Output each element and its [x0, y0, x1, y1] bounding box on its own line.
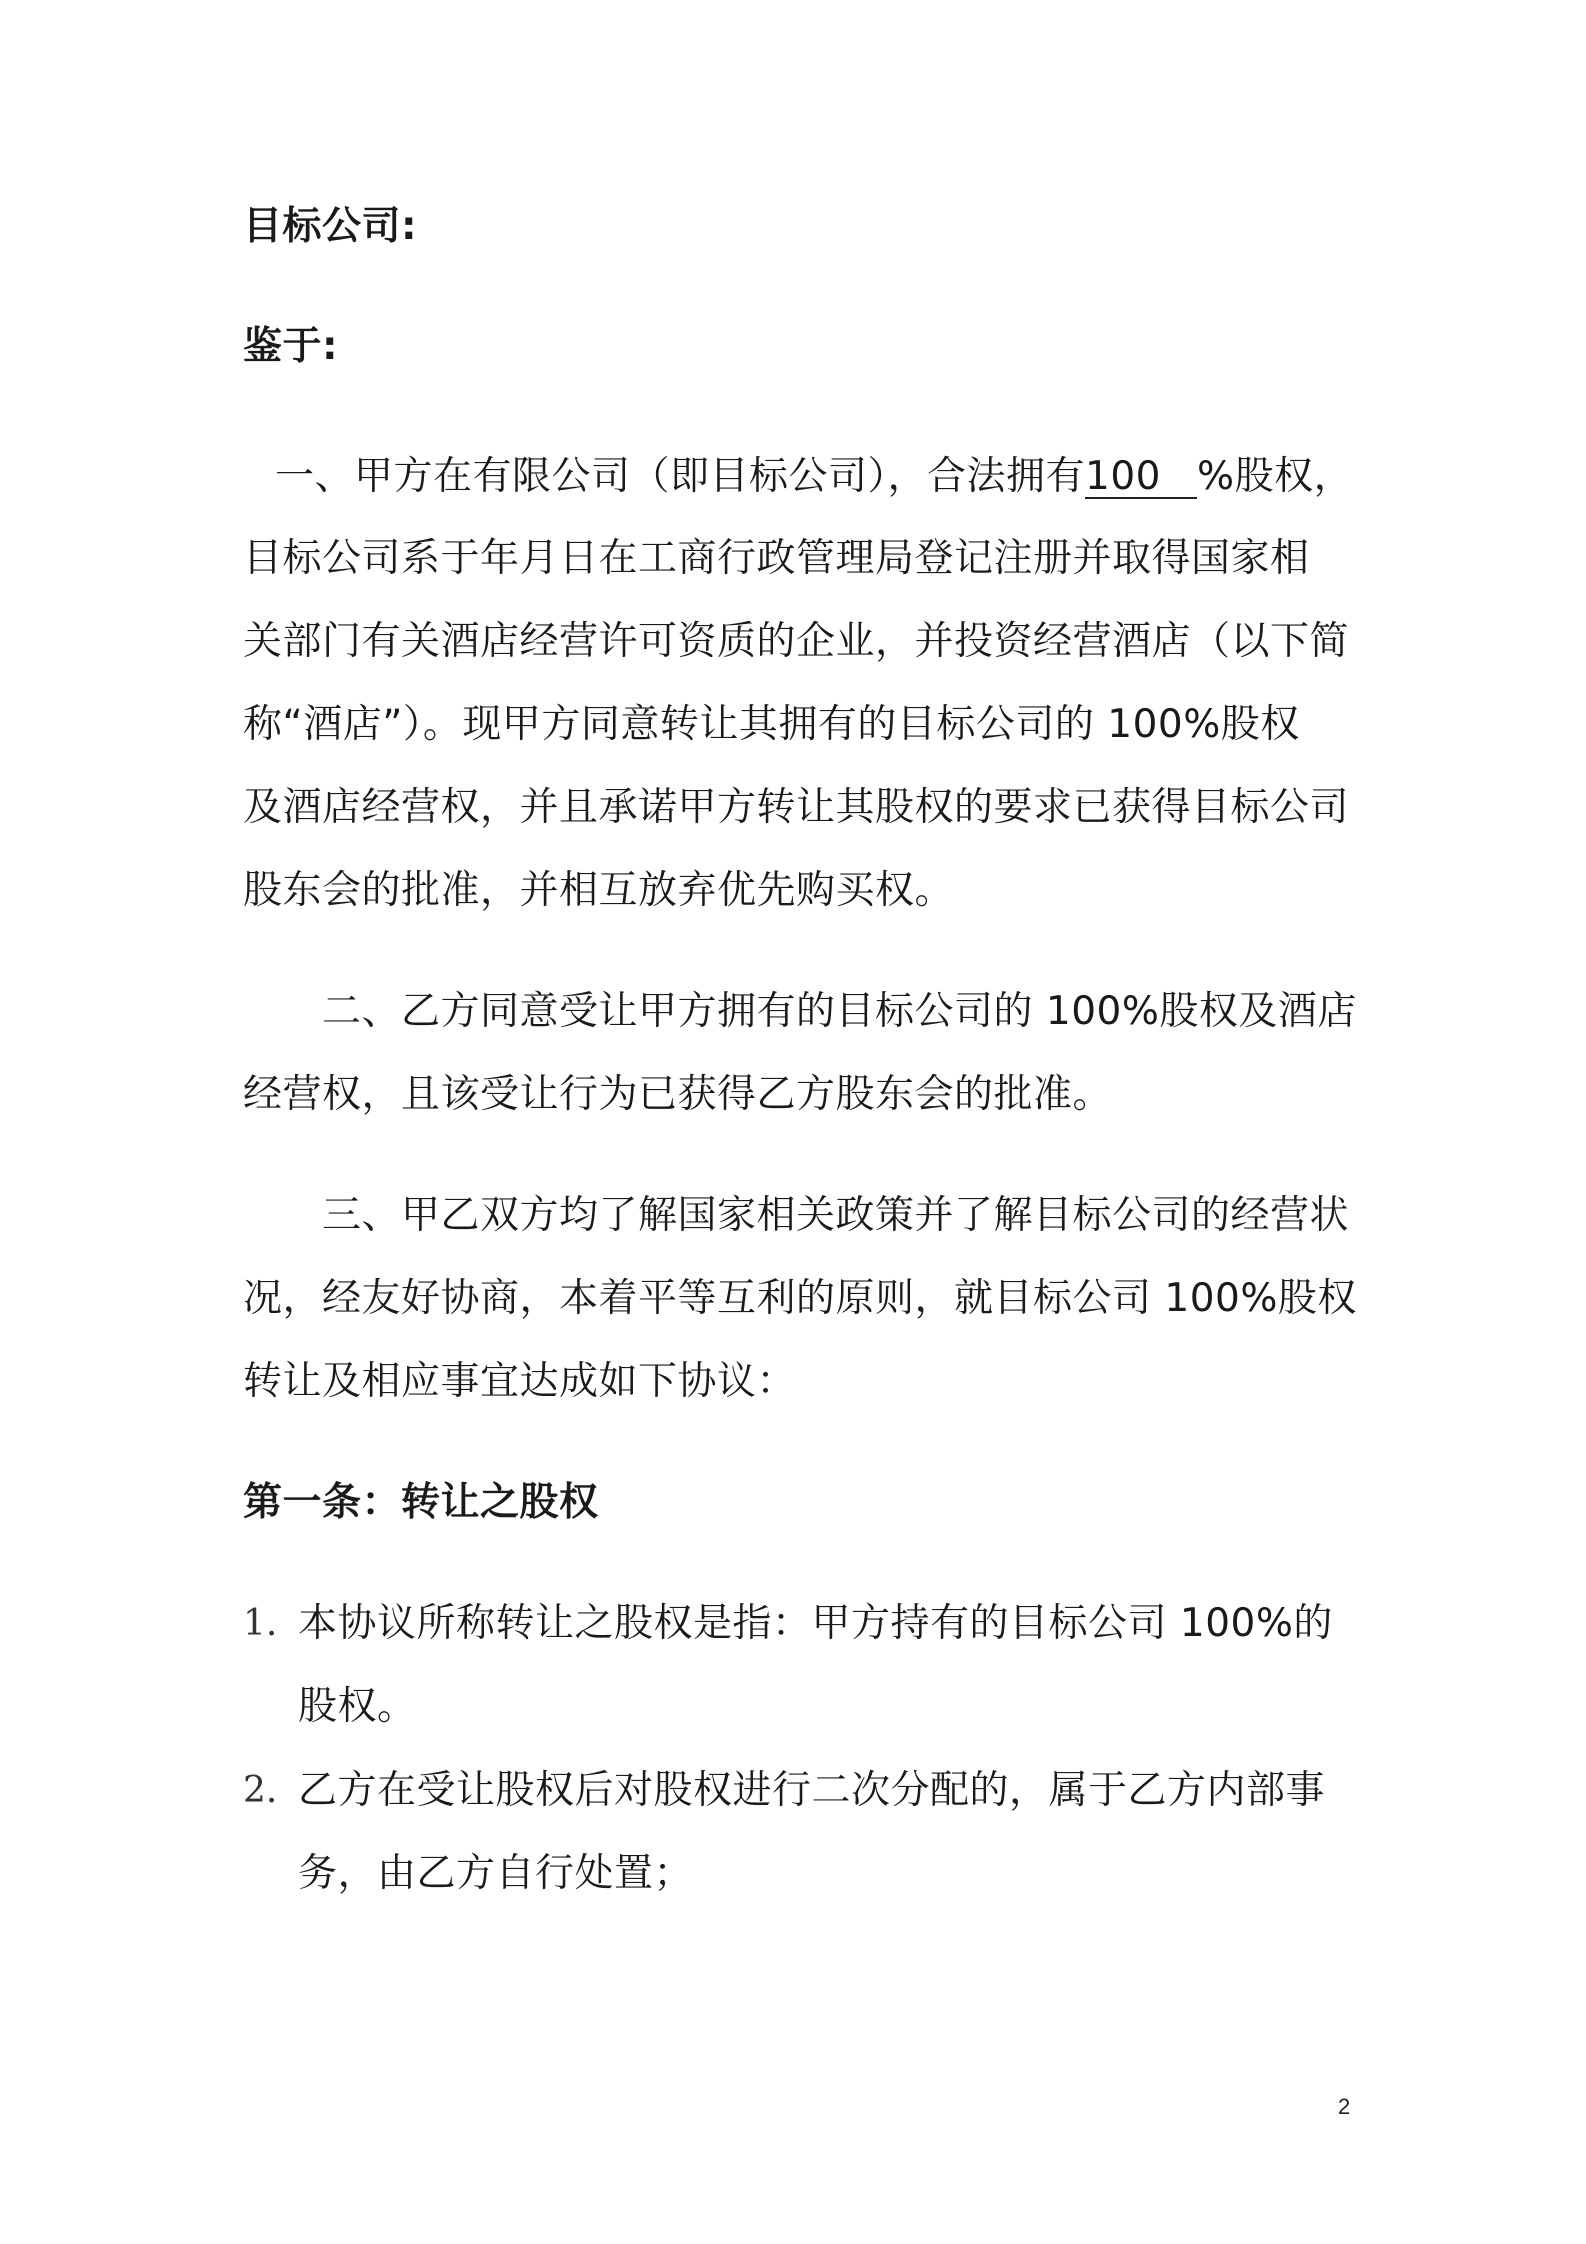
para3-line2: 况，经友好协商，本着平等互利的原则，就目标公司 100%股权 — [243, 1276, 1357, 1321]
para1-line2: 目标公司系于年月日在工商行政管理局登记注册并取得国家相 — [243, 536, 1310, 581]
list-item-1-line1: 本协议所称转让之股权是指：甲方持有的目标公司 100%的 — [298, 1601, 1333, 1646]
para1-line1-text-a: 一、甲方在有限公司（即目标公司）， — [275, 454, 928, 499]
list-item-2-line2: 务，由乙方自行处置； — [298, 1851, 694, 1896]
share-percentage-value: 100 — [1085, 457, 1197, 499]
para3-line3: 转让及相应事宜达成如下协议： — [243, 1359, 797, 1404]
page-number: 2 — [1338, 2094, 1351, 2119]
article1-title: 第一条：转让之股权 — [243, 1480, 599, 1525]
list-item-2-number: 2. — [243, 1770, 278, 1811]
para1-line4: 称“酒店”）。现甲方同意转让其拥有的目标公司的 100%股权 — [243, 702, 1300, 747]
para1-line1-text-b: 合法拥有 — [927, 454, 1086, 499]
para1-line3: 关部门有关酒店经营许可资质的企业，并投资经营酒店（以下简 — [243, 619, 1350, 664]
para1-line5: 及酒店经营权，并且承诺甲方转让其股权的要求已获得目标公司 — [243, 785, 1350, 830]
target-company-label: 目标公司: — [243, 204, 418, 249]
para2-line1: 二、乙方同意受让甲方拥有的目标公司的 100%股权及酒店 — [322, 989, 1357, 1034]
whereas-label: 鉴于: — [243, 324, 339, 369]
para1-line1-text-c: %股权， — [1197, 454, 1354, 499]
para2-line2: 经营权，且该受让行为已获得乙方股东会的批准。 — [243, 1072, 1113, 1117]
list-item-1-number: 1. — [243, 1603, 278, 1644]
para1-line1 — [275, 455, 1353, 499]
para1-line6: 股东会的批准，并相互放弃优先购买权。 — [243, 868, 955, 913]
para3-line1: 三、甲乙双方均了解国家相关政策并了解目标公司的经营状 — [322, 1193, 1350, 1238]
list-item-1-line2: 股权。 — [298, 1684, 417, 1729]
list-item-2-line1: 乙方在受让股权后对股权进行二次分配的，属于乙方内部事 — [298, 1768, 1326, 1813]
